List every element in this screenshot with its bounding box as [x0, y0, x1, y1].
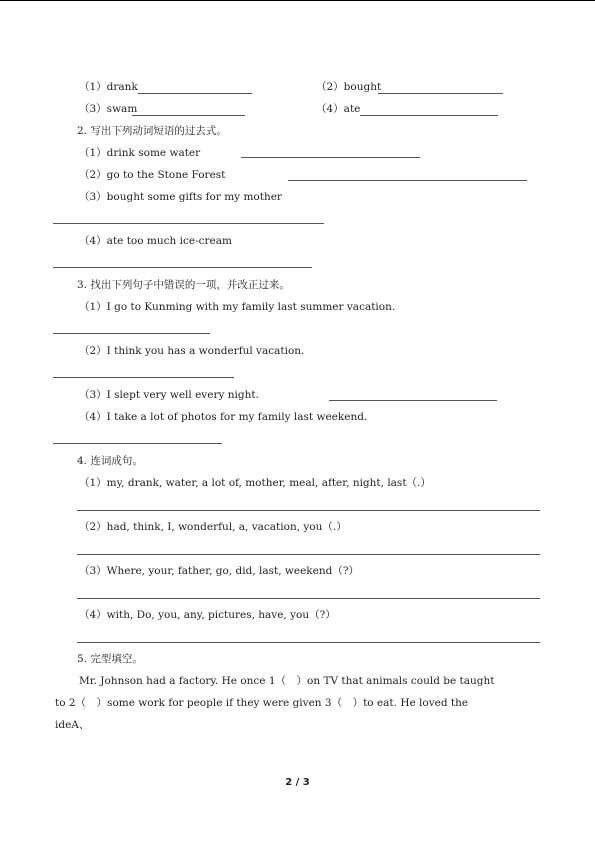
q3-item-1: （1）I go to Kunming with my family last summer vacation. [79, 301, 396, 313]
answer-line [53, 223, 324, 224]
page-number: 2 / 3 [285, 777, 310, 788]
answer-line [77, 554, 540, 555]
answer-line [360, 115, 498, 116]
q1-item-1: （1）drank [79, 81, 138, 93]
answer-line [378, 93, 503, 94]
q4-item-4: （4）with, Do, you, any, pictures, have, you（?） [79, 609, 336, 621]
answer-line [77, 642, 540, 643]
answer-line [138, 93, 252, 94]
answer-line [241, 157, 420, 158]
answer-line [132, 115, 245, 116]
q5-passage-line-1: Mr. Johnson had a factory. He once 1（ ）on TV that animals could be taught [79, 675, 495, 687]
answer-line [77, 510, 540, 511]
q2-heading: 2. 写出下列动词短语的过去式。 [77, 125, 227, 137]
answer-line [53, 377, 234, 378]
q3-item-4: （4）I take a lot of photos for my family last weekend. [79, 411, 368, 423]
q5-passage-line-3: ideA、 [55, 719, 90, 731]
q1-item-2: （2）bought [316, 81, 382, 93]
top-border [0, 0, 595, 1]
answer-line [329, 400, 497, 401]
q1-item-3: （3）swam [79, 103, 138, 115]
q4-item-2: （2）had, think, I, wonderful, a, vacation, you（.） [79, 521, 347, 533]
q2-item-1: （1）drink some water [79, 147, 201, 159]
q3-item-2: （2）I think you has a wonderful vacation. [79, 345, 305, 357]
q3-heading: 3. 找出下列句子中错误的一项，并改正过来。 [77, 279, 290, 291]
answer-line [53, 443, 222, 444]
q4-heading: 4. 连词成句。 [77, 455, 143, 467]
answer-line [77, 598, 540, 599]
q1-item-4: （4）ate [316, 103, 361, 115]
answer-line [288, 180, 527, 181]
q5-passage-line-2: to 2（ ）some work for people if they were given 3（ ）to eat. He loved the [55, 697, 469, 709]
answer-line [53, 267, 312, 268]
q5-heading: 5. 完型填空。 [77, 653, 143, 665]
q4-item-1: （1）my, drank, water, a lot of, mother, meal, after, night, last（.） [79, 477, 431, 489]
q4-item-3: （3）Where, your, father, go, did, last, weekend（?） [79, 565, 359, 577]
q3-item-3: （3）I slept very well every night. [79, 389, 259, 401]
q2-item-2: （2）go to the Stone Forest [79, 169, 226, 181]
answer-line [53, 333, 210, 334]
q2-item-3: （3）bought some gifts for my mother [79, 191, 282, 203]
q2-item-4: （4）ate too much ice-cream [79, 235, 232, 247]
